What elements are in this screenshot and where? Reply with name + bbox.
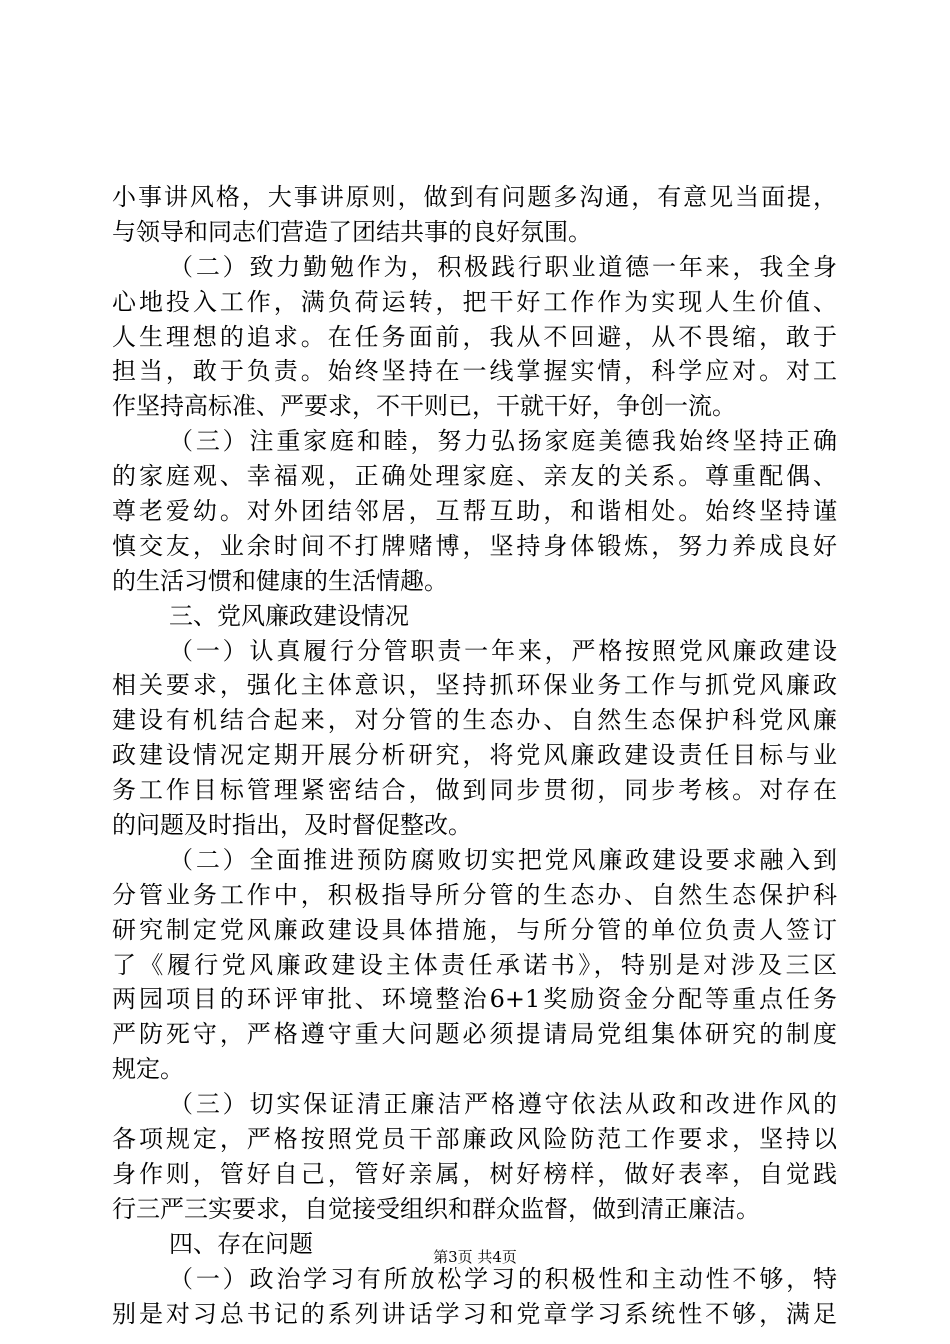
body-line-21: 分管业务工作中，积极指导所分管的生态办、自然生态保护科 <box>112 880 837 909</box>
paragraph-start: （三）注重家庭和睦，努力弘扬家庭美德我始终坚持正确 <box>169 427 837 456</box>
body-line-4: 心地投入工作，满负荷运转，把干好工作作为实现人生价值、 <box>112 287 837 316</box>
body-line-10: 尊老爱幼。对外团结邻居，互帮互助，和谐相处。始终坚持谨 <box>112 497 837 526</box>
body-line-2: 与领导和同志们营造了团结共事的良好氛围。 <box>112 217 592 246</box>
body-line-15: 相关要求，强化主体意识，坚持抓环保业务工作与抓党风廉政 <box>112 671 837 700</box>
paragraph-start: （二）致力勤勉作为，积极践行职业道德一年来，我全身 <box>169 252 837 281</box>
body-line-12: 的生活习惯和健康的生活情趣。 <box>112 566 448 595</box>
body-line-23: 了《履行党风廉政建设主体责任承诺书》，特别是对涉及三区 <box>112 950 837 979</box>
paragraph-start: （二）全面推进预防腐败切实把党风廉政建设要求融入到 <box>169 845 837 874</box>
body-line-18: 务工作目标管理紧密结合，做到同步贯彻，同步考核。对存在 <box>112 776 837 805</box>
paragraph-start: （一）认真履行分管职责一年来，严格按照党风廉政建设 <box>169 636 837 665</box>
body-line-22: 研究制定党风廉政建设具体措施，与所分管的单位负责人签订 <box>112 915 837 944</box>
paragraph-start: （一）政治学习有所放松学习的积极性和主动性不够，特 <box>169 1264 837 1293</box>
body-line-9: 的家庭观、幸福观，正确处理家庭、亲友的关系。尊重配偶、 <box>112 462 837 491</box>
body-line-17: 政建设情况定期开展分析研究，将党风廉政建设责任目标与业 <box>112 741 837 770</box>
paragraph-start: （三）切实保证清正廉洁严格遵守依法从政和改进作风的 <box>169 1090 837 1119</box>
section-heading: 四、存在问题 <box>169 1229 313 1258</box>
body-line-7: 作坚持高标准、严要求，不干则已，干就干好，争创一流。 <box>112 392 736 421</box>
body-line-33: 别是对习总书记的系列讲话学习和党章学习系统性不够，满足 <box>112 1299 837 1328</box>
body-line-5: 人生理想的追求。在任务面前，我从不回避，从不畏缩，敢于 <box>112 322 837 351</box>
body-line-16: 建设有机结合起来，对分管的生态办、自然生态保护科党风廉 <box>112 706 837 735</box>
document-body <box>112 180 837 1331</box>
body-line-26: 规定。 <box>112 1055 184 1084</box>
body-line-30: 行三严三实要求，自觉接受组织和群众监督，做到清正廉洁。 <box>112 1194 760 1223</box>
body-line-19: 的问题及时指出，及时督促整改。 <box>112 811 472 840</box>
body-line-29: 身作则，管好自己，管好亲属，树好榜样，做好表率，自觉践 <box>112 1159 837 1188</box>
body-line-1: 小事讲风格，大事讲原则，做到有问题多沟通，有意见当面提， <box>112 183 837 211</box>
body-line-24: 两园项目的环评审批、环境整治6+1奖励资金分配等重点任务 <box>112 985 837 1014</box>
section-heading: 三、党风廉政建设情况 <box>169 601 409 630</box>
body-line-11: 慎交友，业余时间不打牌赌博，坚持身体锻炼，努力养成良好 <box>112 531 837 560</box>
page-number: 第3页 共4页 <box>433 1248 517 1266</box>
body-line-28: 各项规定，严格按照党员干部廉政风险防范工作要求，坚持以 <box>112 1125 837 1154</box>
body-line-25: 严防死守，严格遵守重大问题必须提请局党组集体研究的制度 <box>112 1020 837 1049</box>
body-line-6: 担当，敢于负责。始终坚持在一线掌握实情，科学应对。对工 <box>112 357 837 386</box>
